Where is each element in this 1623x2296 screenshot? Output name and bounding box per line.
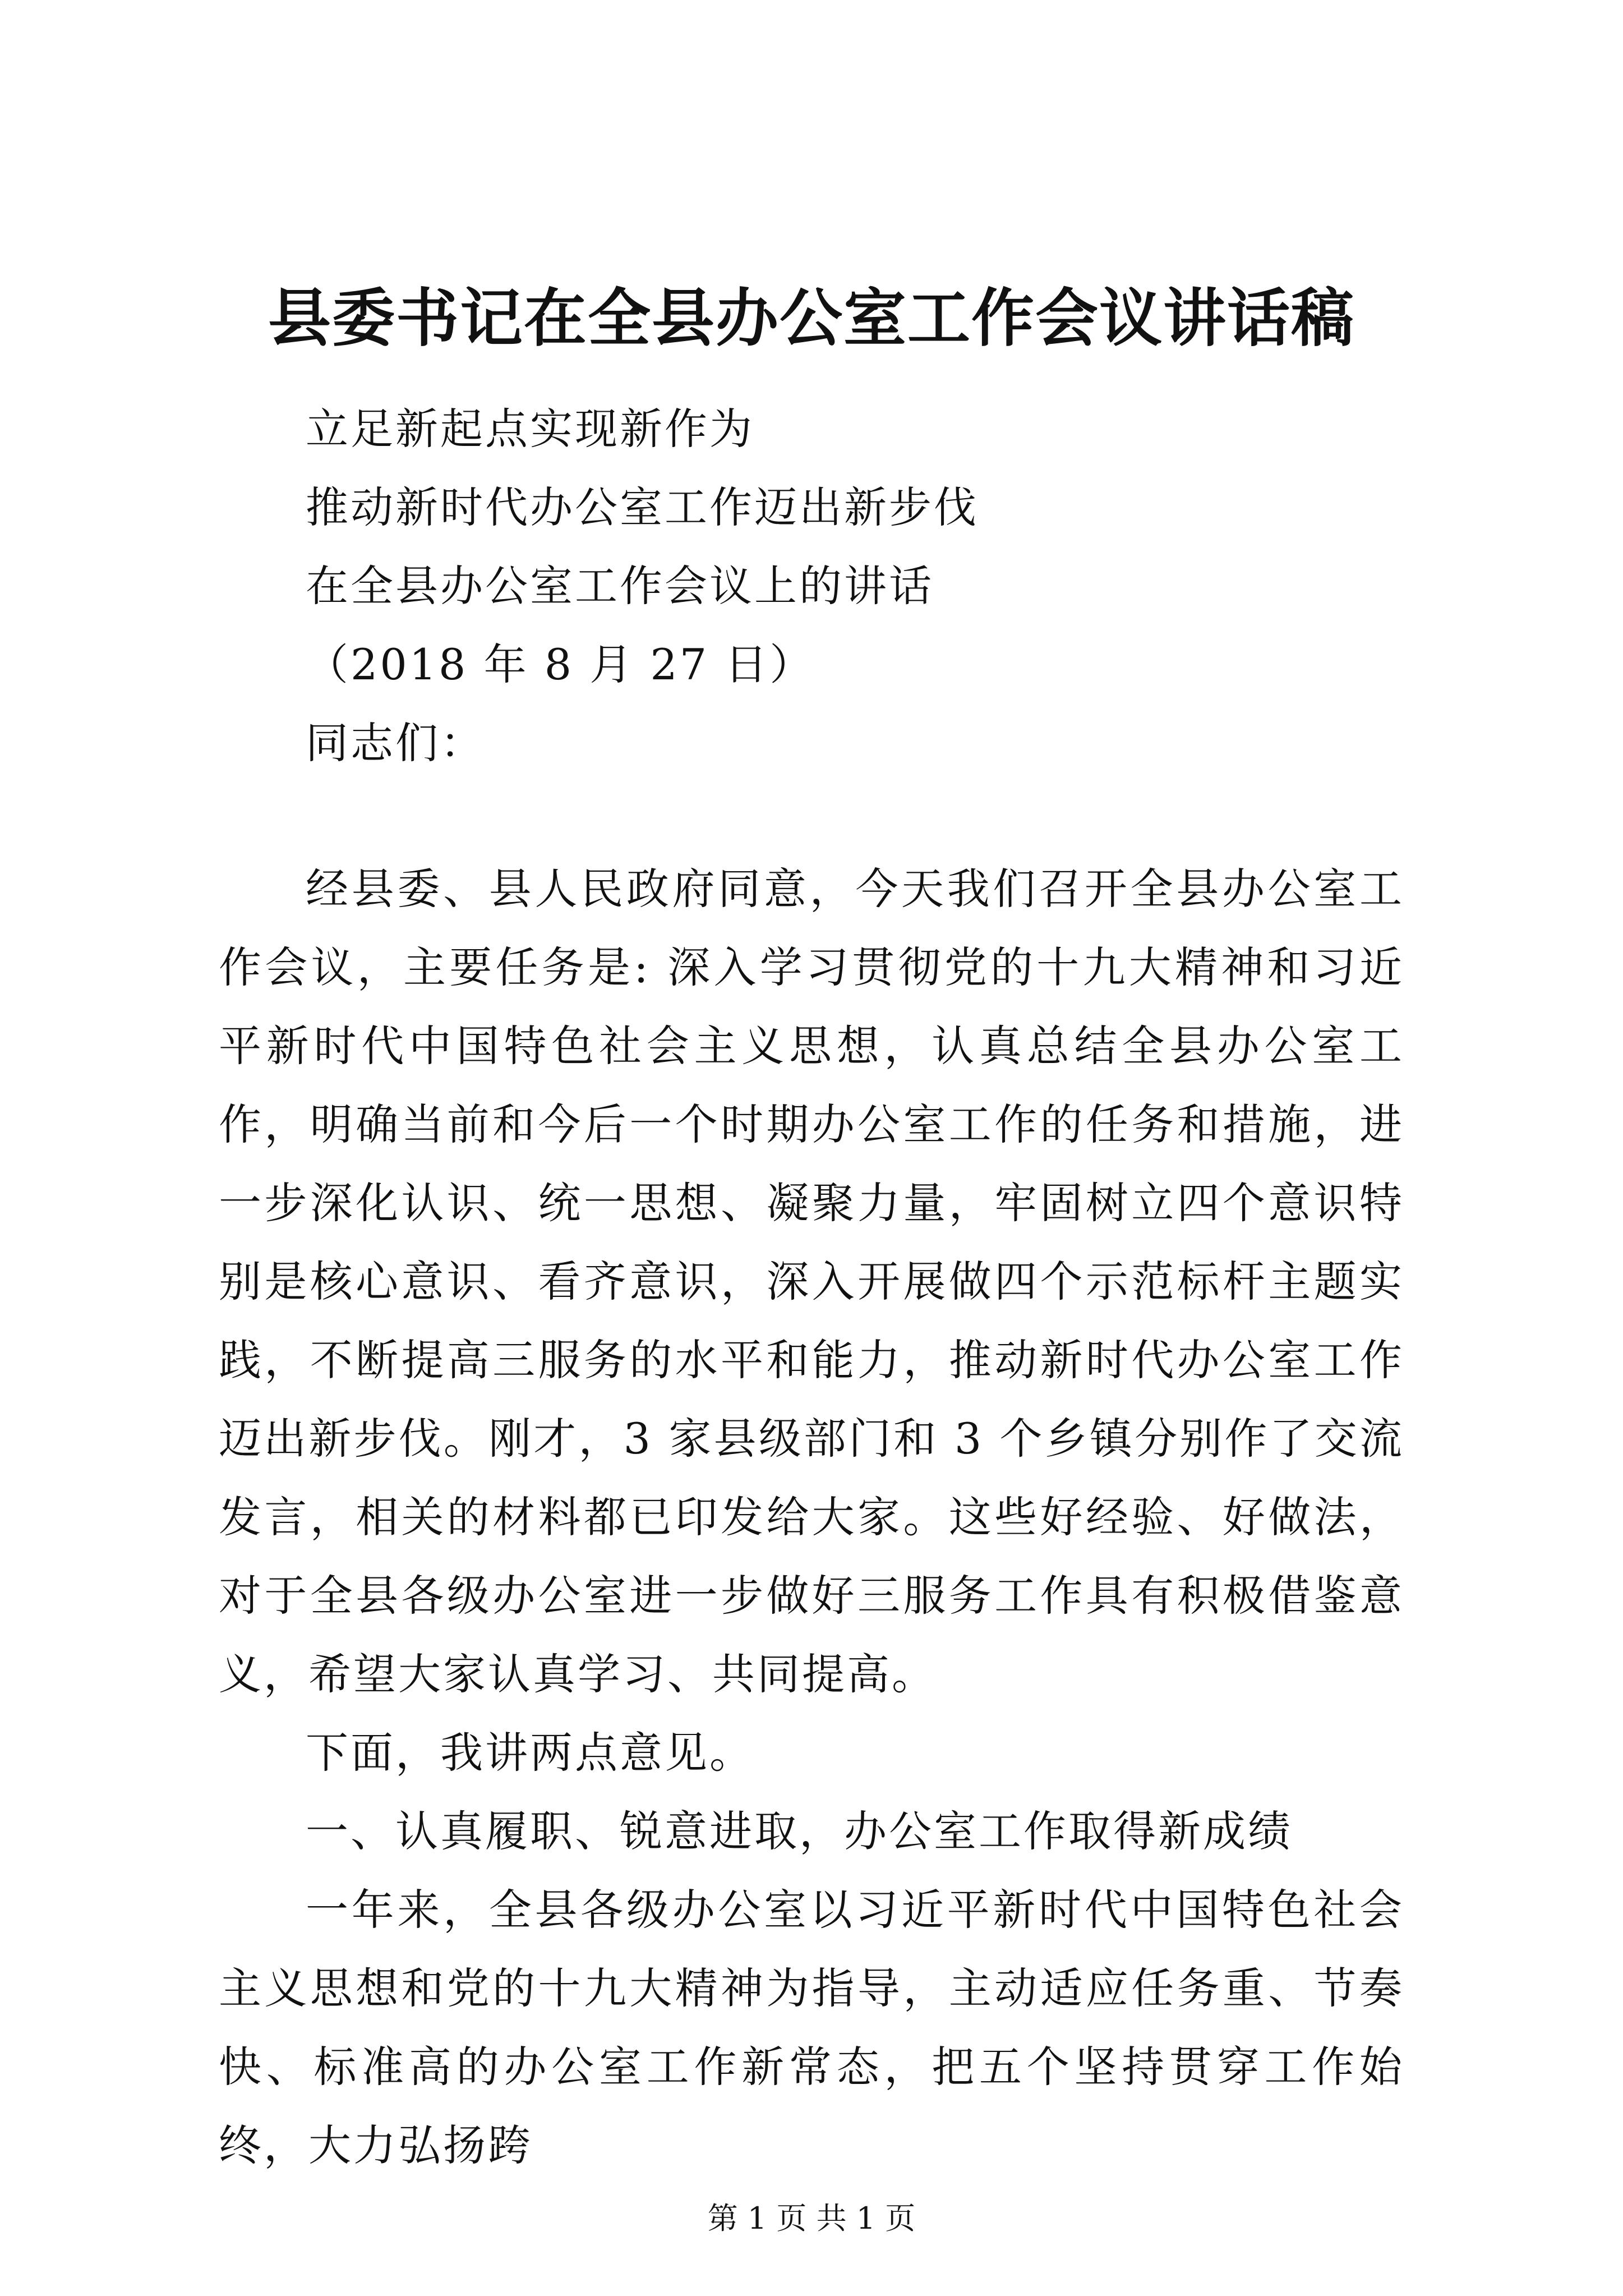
body-paragraph: 经县委、县人民政府同意，今天我们召开全县办公室工作会议，主要任务是: 深入学习贯彻党的十九大精神和习近平新时代中国特色社会主义思想，认真总结全县办公室工作，明确当前和今后一个时期办公室工作的任务和措施，进一步深化认识、统一思想、凝聚力量，牢固树立四个意识特别是核心意识、看齐意识，深入开展做四个示范标杆主题实践，不断提高三服务的水平和能力，推动新时代办公室工作迈出新步伐。刚才，3 家县级部门和 3 个乡镇分别作了交流发言，相关的材料都已印发给大家。这些好经验、好做法，对于全县各级办公室进一步做好三服务工作具有积极借鉴意义，希望大家认真学习、共同提高。 (219, 864, 1404, 1699)
body-paragraph: 一年来，全县各级办公室以习近平新时代中国特色社会主义思想和党的十九大精神为指导，主动适应任务重、节奏快、标准高的办公室工作新常态，把五个坚持贯穿工作始终，大力弘扬跨 (219, 1885, 1404, 2170)
speech-occasion-line: 在全县办公室工作会议上的讲话 (306, 561, 934, 611)
document-body (219, 850, 1404, 2185)
page-footer: 第 1 页 共 1 页 (707, 2201, 916, 2236)
body-paragraph: 下面，我讲两点意见。 (306, 1728, 754, 1778)
salutation: 同志们： (306, 718, 485, 768)
subtitle-line: 推动新时代办公室工作迈出新步伐 (306, 482, 979, 532)
subtitle-line: 立足新起点实现新作为 (306, 404, 754, 454)
speech-date: （2018 年 8 月 27 日） (306, 639, 815, 689)
section-heading: 一、认真履职、锐意进取，办公室工作取得新成绩 (306, 1806, 1293, 1856)
document-title: 县委书记在全县办公室工作会议讲话稿 (268, 282, 1355, 355)
